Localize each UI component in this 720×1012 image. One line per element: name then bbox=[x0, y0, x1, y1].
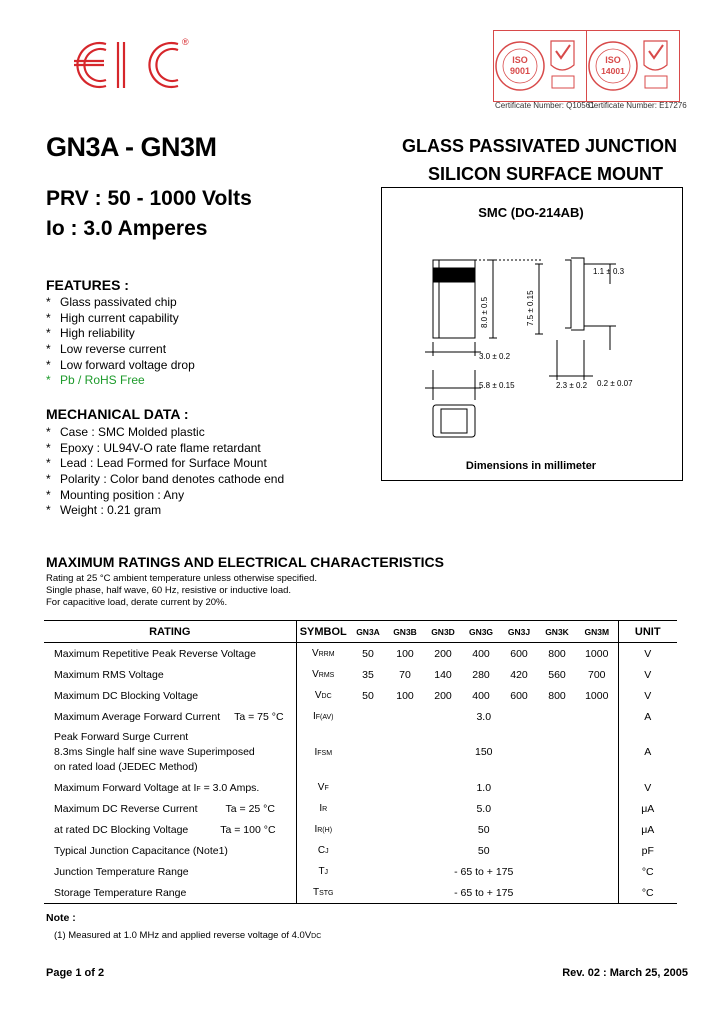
list-item: * Case : SMC Molded plastic bbox=[46, 425, 205, 439]
list-item: * High reliability bbox=[46, 326, 135, 341]
header-symbol: SYMBOL bbox=[296, 621, 350, 643]
table-row: Maximum Forward Voltage at IF = 3.0 Amps. VF 1.0 V bbox=[44, 777, 677, 798]
table-row: Typical Junction Capacitance (Note1) CJ 50 pF bbox=[44, 840, 677, 861]
list-item: * Glass passivated chip bbox=[46, 295, 177, 309]
table-header-row bbox=[44, 621, 677, 643]
table-row: Maximum Repetitive Peak Reverse Voltage VRRM 50 100 200 400 600 800 1000 V bbox=[44, 643, 677, 665]
dim-label: 5.8 ± 0.15 bbox=[479, 381, 515, 390]
eic-logo bbox=[60, 36, 190, 94]
list-item: * Mounting position : Any bbox=[46, 487, 185, 502]
cert-caption: Certificate Number: E17276 bbox=[588, 101, 687, 110]
list-item-rohs: * Pb / RoHS Free bbox=[46, 373, 145, 388]
io-rating: Io : 3.0 Amperes bbox=[46, 217, 208, 240]
revision-date: Rev. 02 : March 25, 2005 bbox=[562, 967, 688, 979]
list-item: * Polarity : Color band denotes cathode end bbox=[46, 472, 285, 487]
list-item: * Low reverse current bbox=[46, 342, 167, 357]
table-row: Maximum RMS Voltage VRMS 35 70 140 280 420 560 700 V bbox=[44, 664, 677, 685]
header-rating: RATING bbox=[44, 621, 296, 643]
table-row: at rated DC Blocking Voltage Ta = 100 °C IR(H) 50 μA bbox=[44, 819, 677, 840]
dim-label: 2.3 ± 0.2 bbox=[556, 381, 588, 390]
features-title: FEATURES : bbox=[46, 277, 129, 293]
package-drawing bbox=[381, 230, 681, 455]
list-item: * High current capability bbox=[46, 310, 179, 325]
header-part: GN3J bbox=[500, 621, 538, 643]
headline-line-2: SILICON SURFACE MOUNT bbox=[427, 164, 663, 184]
condition-line: For capacitive load, derate current by 20%. bbox=[46, 597, 228, 608]
table-row: Peak Forward Surge Current 8.3ms Single half sine wave Superimposed on rated load (JEDEC Method) IFSM 150 A bbox=[44, 727, 677, 777]
header-part: GN3K bbox=[538, 621, 576, 643]
header-unit: UNIT bbox=[618, 621, 677, 643]
list-item: * Low forward voltage drop bbox=[46, 357, 195, 372]
header-part: GN3M bbox=[576, 621, 618, 643]
table-row: Junction Temperature Range TJ - 65 to + 175 °C bbox=[44, 861, 677, 882]
mechanical-list bbox=[46, 425, 284, 519]
header-part: GN3G bbox=[462, 621, 500, 643]
page-number: Page 1 of 2 bbox=[46, 967, 105, 979]
features-list bbox=[46, 295, 195, 389]
iso-9001-badge bbox=[493, 30, 587, 102]
cert-standard: ISO bbox=[605, 55, 621, 65]
list-item: * Epoxy : UL94V-O rate flame retardant bbox=[46, 440, 261, 455]
registered-mark: ® bbox=[182, 37, 189, 47]
package-name: SMC (DO-214AB) bbox=[478, 205, 584, 220]
list-item: * Lead : Lead Formed for Surface Mount bbox=[46, 456, 267, 471]
cert-standard: ISO bbox=[512, 55, 528, 65]
iso-14001-badge bbox=[586, 30, 680, 102]
table-row: Maximum DC Reverse Current Ta = 25 °C IR 5.0 μA bbox=[44, 798, 677, 819]
dim-label: 7.5 ± 0.15 bbox=[526, 290, 535, 326]
dim-label: 3.0 ± 0.2 bbox=[479, 352, 511, 361]
table-row: Maximum DC Blocking Voltage VDC 50 100 200 400 600 800 1000 V bbox=[44, 685, 677, 706]
header-part: GN3A bbox=[350, 621, 386, 643]
dim-label: 0.2 ± 0.07 bbox=[597, 379, 633, 388]
mechanical-title: MECHANICAL DATA : bbox=[46, 406, 189, 422]
condition-line: Rating at 25 °C ambient temperature unless otherwise specified. bbox=[46, 573, 317, 584]
dim-label: 8.0 ± 0.5 bbox=[480, 296, 489, 328]
condition-line: Single phase, half wave, 60 Hz, resistive or inductive load. bbox=[46, 585, 292, 596]
note-text: (1) Measured at 1.0 MHz and applied reverse voltage of 4.0VDC bbox=[54, 930, 322, 941]
header-part: GN3D bbox=[424, 621, 462, 643]
prv-rating: PRV : 50 - 1000 Volts bbox=[46, 187, 252, 210]
table-row: Maximum Average Forward Current Ta = 75 °C IF(AV) 3.0 A bbox=[44, 706, 677, 727]
ratings-table bbox=[44, 620, 677, 904]
header-part: GN3B bbox=[386, 621, 424, 643]
cert-number: 9001 bbox=[509, 66, 531, 76]
ratings-title: MAXIMUM RATINGS AND ELECTRICAL CHARACTERISTICS bbox=[46, 554, 444, 570]
table-row: Storage Temperature Range TSTG - 65 to + 175 °C bbox=[44, 882, 677, 904]
list-item: * Weight : 0.21 gram bbox=[46, 503, 162, 518]
note-title: Note : bbox=[46, 912, 76, 924]
cert-caption: Certificate Number: Q10561 bbox=[495, 101, 595, 110]
part-range-title: GN3A - GN3M bbox=[46, 132, 217, 162]
headline-line-1: GLASS PASSIVATED JUNCTION bbox=[401, 136, 677, 156]
dim-label: 1.1 ± 0.3 bbox=[593, 267, 625, 276]
cert-number: 14001 bbox=[601, 66, 625, 76]
dimensions-note: Dimensions in millimeter bbox=[465, 460, 597, 472]
